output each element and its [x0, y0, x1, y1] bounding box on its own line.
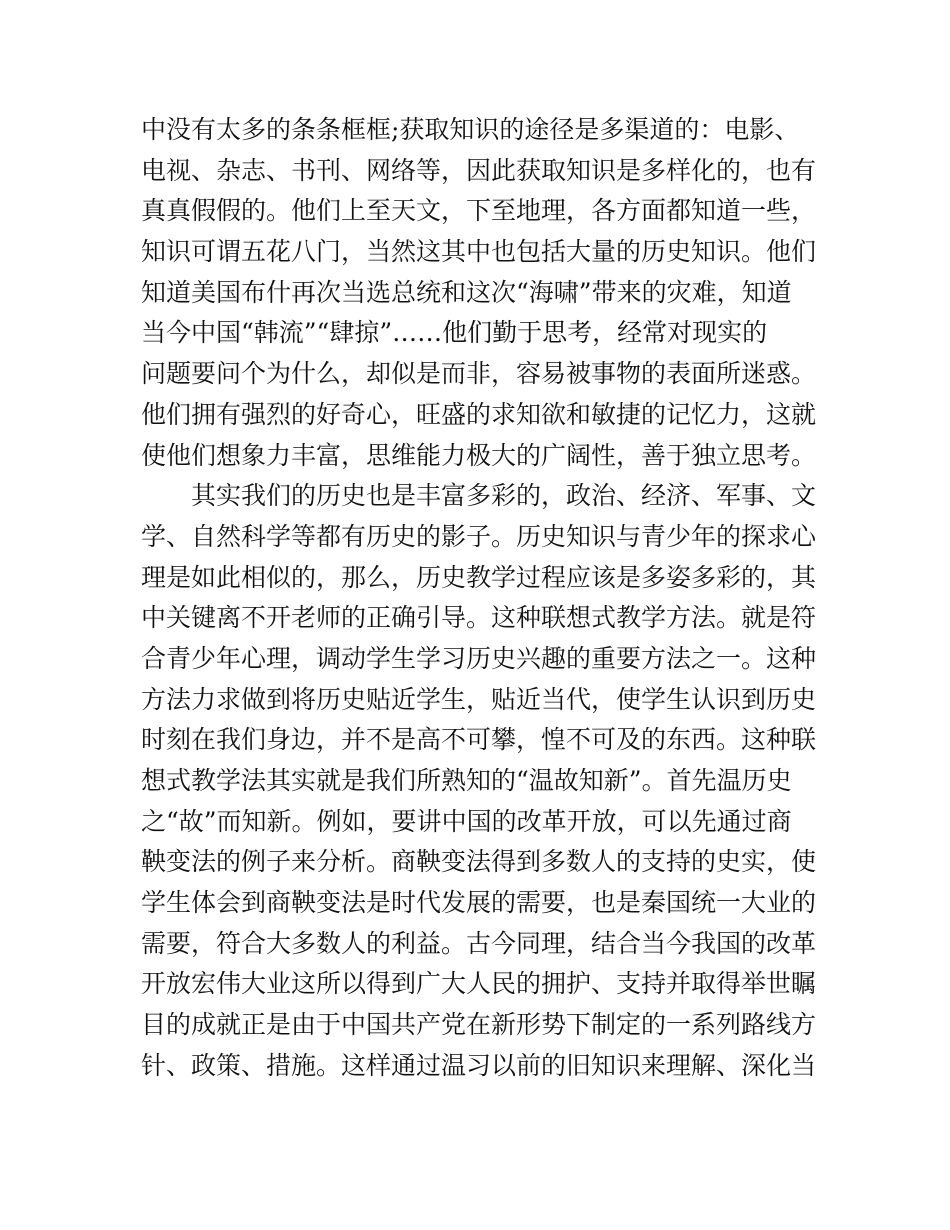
text-line: 方法力求做到将历史贴近学生，贴近当代，使学生认识到历史	[141, 684, 817, 714]
text-line: 理是如此相似的，那么，历史教学过程应该是多姿多彩的，其	[141, 562, 817, 592]
text-line: 目的成就正是由于中国共产党在新形势下制定的一系列路线方	[141, 1010, 817, 1040]
text-line: 知道美国布什再次当选总统和这次“海啸”带来的灾难，知道	[141, 277, 792, 307]
text-line: 鞅变法的例子来分析。商鞅变法得到多数人的支持的史实，使	[141, 847, 817, 877]
text-line: 合青少年心理，调动学生学习历史兴趣的重要方法之一。这种	[141, 643, 817, 673]
text-line: 使他们想象力丰富，思维能力极大的广阔性，善于独立思考。	[141, 440, 817, 470]
body-text	[141, 110, 821, 1087]
text-line: 想式教学法其实就是我们所熟知的“温故知新”。首先温历史	[141, 766, 792, 795]
text-line: 需要，符合大多数人的利益。古今同理，结合当今我国的改革	[141, 928, 817, 958]
text-line: 当今中国“韩流”“肆掠”……他们勤于思考，经常对现实的	[141, 318, 768, 348]
text-line: 问题要问个为什么，却似是而非，容易被事物的表面所迷惑。	[141, 359, 817, 389]
text-line: 中关键离不开老师的正确引导。这种联想式教学方法。就是符	[141, 603, 817, 633]
text-line: 真真假假的。他们上至天文，下至地理，各方面都知道一些，	[141, 196, 817, 226]
text-line: 中没有太多的条条框框;获取知识的途径是多渠道的：电影、	[141, 115, 800, 144]
text-line: 时刻在我们身边，并不是高不可攀，惶不可及的东西。这种联	[141, 725, 817, 755]
paragraph	[141, 110, 821, 476]
text-line: 他们拥有强烈的好奇心，旺盛的求知欲和敏捷的记忆力，这就	[141, 399, 817, 429]
text-line: 其实我们的历史也是丰富多彩的，政治、经济、军事、文	[191, 481, 817, 511]
text-line: 电视、杂志、书刊、网络等，因此获取知识是多样化的，也有	[141, 155, 817, 185]
text-line: 之“故”而知新。例如，要讲中国的改革开放，可以先通过商	[141, 806, 792, 836]
text-line: 开放宏伟大业这所以得到广大人民的拥护、支持并取得举世瞩	[141, 969, 817, 999]
paragraph	[141, 476, 821, 1086]
text-line: 学生体会到商鞅变法是时代发展的需要，也是秦国统一大业的	[141, 888, 817, 918]
text-line: 学、自然科学等都有历史的影子。历史知识与青少年的探求心	[141, 521, 817, 551]
text-line: 知识可谓五花八门，当然这其中也包括大量的历史知识。他们	[141, 237, 817, 267]
text-line: 针、政策、措施。这样通过温习以前的旧知识来理解、深化当	[141, 1050, 817, 1080]
